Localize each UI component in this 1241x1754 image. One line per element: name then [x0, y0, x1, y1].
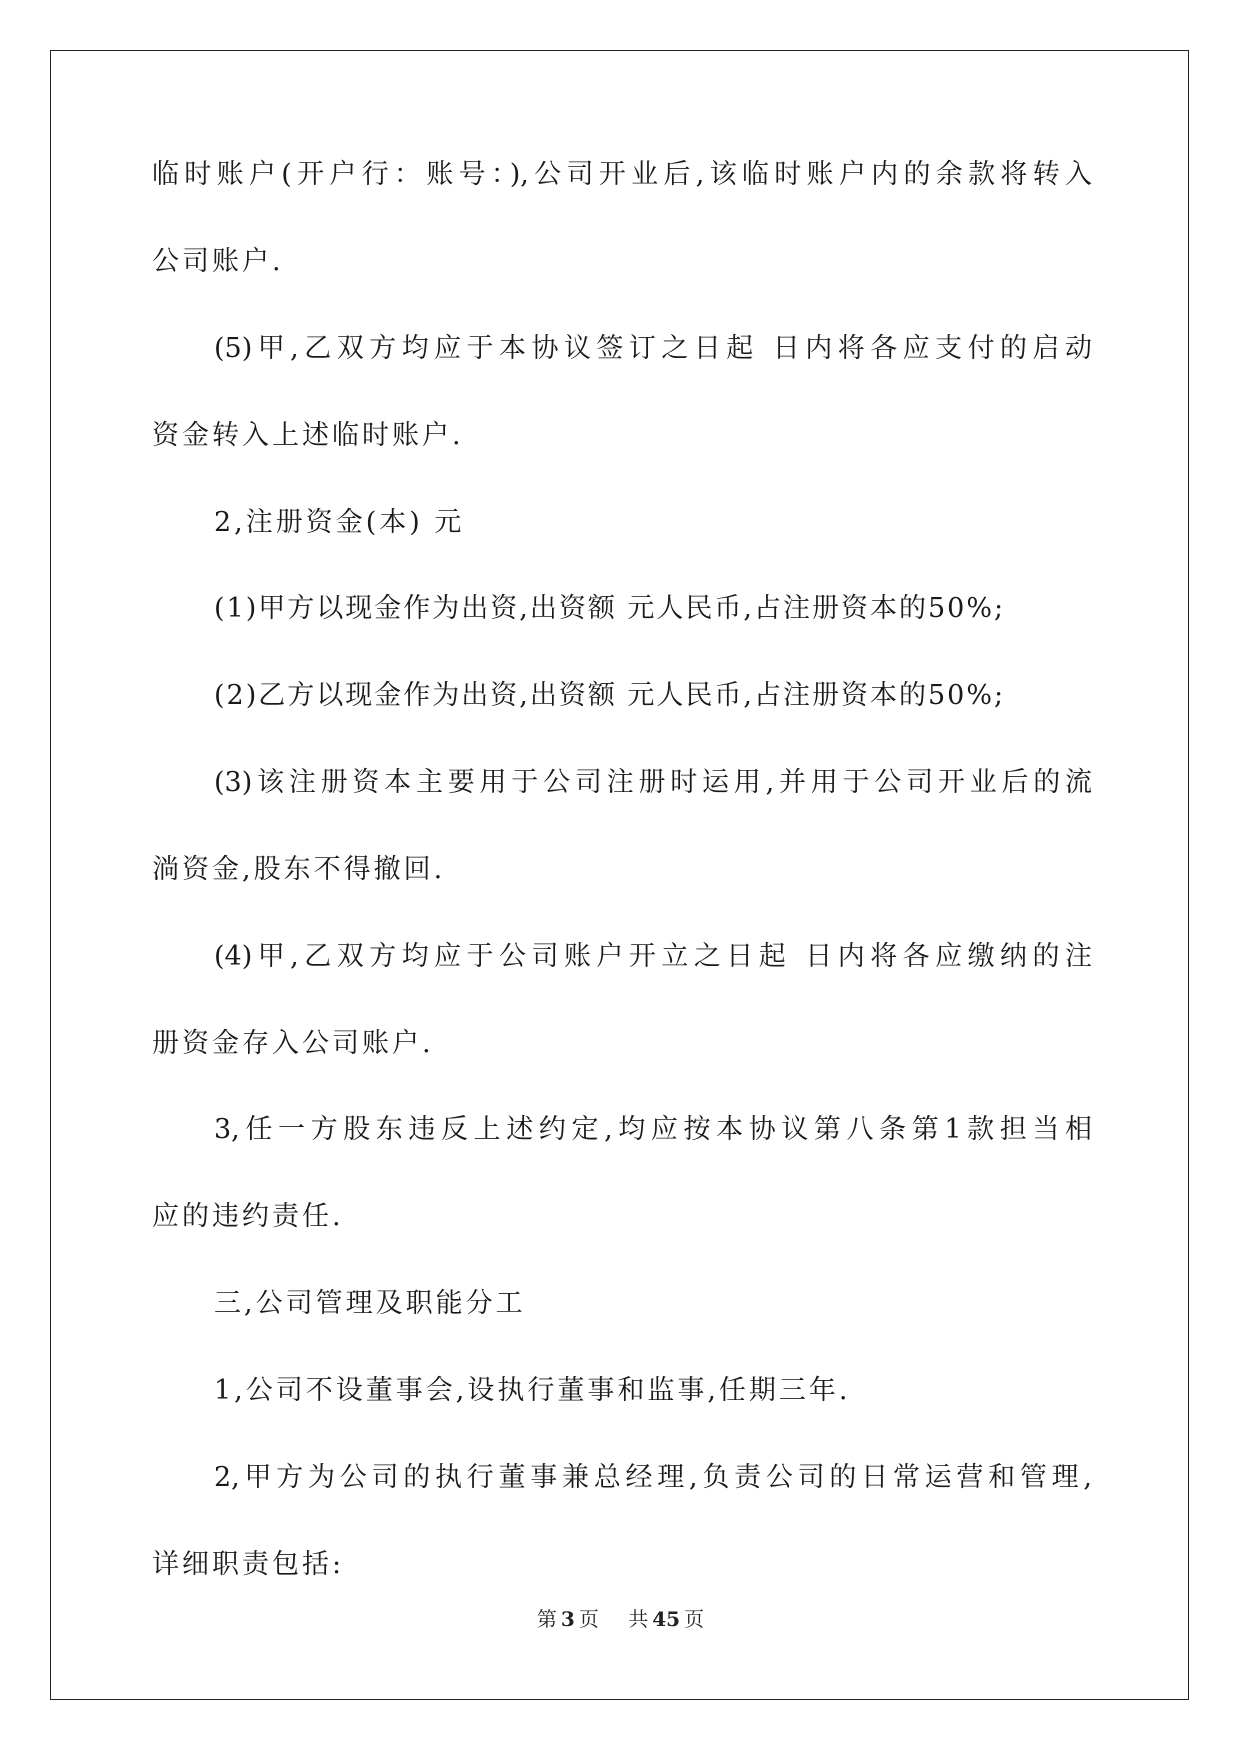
- text-line: 2,甲方为公司的执行董事兼总经理,负责公司的日常运营和管理,: [214, 1462, 1092, 1493]
- text-line: 应的违约责任.: [152, 1201, 344, 1232]
- total-pages: 45: [652, 1607, 681, 1631]
- text-line: 资金转入上述临时账户.: [152, 420, 464, 451]
- text-line: 详细职责包括:: [152, 1549, 345, 1580]
- text-line: 1,公司不设董事会,设执行董事和监事,任期三年.: [214, 1375, 851, 1406]
- footer-total-prefix: 共: [628, 1607, 649, 1631]
- text-line: 2,注册资金(本) 元: [214, 507, 465, 538]
- page-number: 3: [560, 1607, 575, 1631]
- text-line: 淌资金,股东不得撤回.: [152, 854, 446, 885]
- footer-total-suffix: 页: [684, 1607, 705, 1631]
- text-line: 3,任一方股东违反上述约定,均应按本协议第八条第1款担当相: [214, 1114, 1092, 1145]
- text-line: (5)甲,乙双方均应于本协议签订之日起 日内将各应支付的启动: [214, 333, 1092, 364]
- text-line: (4)甲,乙双方均应于公司账户开立之日起 日内将各应缴纳的注: [214, 941, 1092, 972]
- document-body: [152, 159, 1092, 1580]
- text-line: (3)该注册资本主要用于公司注册时运用,并用于公司开业后的流: [214, 767, 1092, 798]
- text-line: 临时账户(开户行：账号：),公司开业后,该临时账户内的余款将转入: [152, 159, 1092, 190]
- text-line: (1)甲方以现金作为出资,出资额 元人民币,占注册资本的50%;: [214, 593, 1006, 624]
- text-line: 册资金存入公司账户.: [152, 1028, 434, 1059]
- text-line: (2)乙方以现金作为出资,出资额 元人民币,占注册资本的50%;: [214, 680, 1006, 711]
- footer-prefix: 第: [536, 1607, 557, 1631]
- page-footer: [0, 1607, 1241, 1631]
- footer-page-suffix: 页: [578, 1607, 599, 1631]
- text-line: 公司账户.: [152, 246, 284, 277]
- section-heading: 三,公司管理及职能分工: [214, 1288, 526, 1319]
